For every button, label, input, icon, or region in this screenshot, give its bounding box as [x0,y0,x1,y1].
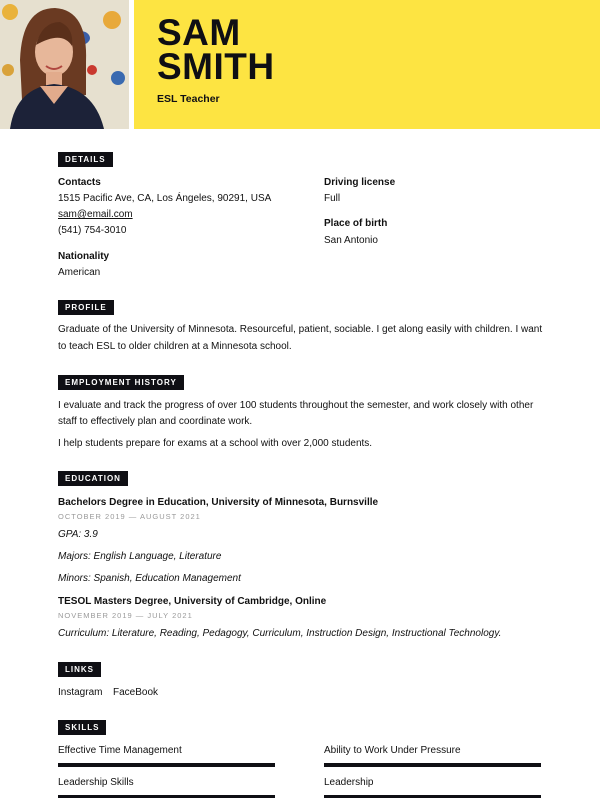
resume-header [0,0,600,129]
education-2-dates: NOVEMBER 2019 — JULY 2021 [58,611,193,620]
nationality-label: Nationality [58,251,110,262]
skill-name: Ability to Work Under Pressure [324,745,461,756]
section-skills-heading: SKILLS [58,720,106,735]
skill-level-bar [58,763,275,767]
profile-photo [0,0,129,129]
skill-level-bar [324,763,541,767]
name-banner [134,0,600,129]
education-1-minors: Minors: Spanish, Education Management [58,573,241,584]
education-2-curriculum: Curriculum: Literature, Reading, Pedagogy, Curriculum, Instruction Design, Instructional Technology. [58,628,502,639]
profile-text-line-1: Graduate of the University of Minnesota. Resourceful, patient, sociable. I get along easily with children. I want [58,324,543,335]
skill-name: Leadership Skills [58,777,134,788]
email-link[interactable]: sam@email.com [58,209,133,220]
driving-license-label: Driving license [324,177,396,188]
skill-name: Effective Time Management [58,745,182,756]
last-name: SMITH [157,46,275,87]
driving-license-value: Full [324,193,341,204]
job-title: ESL Teacher [157,93,220,105]
profile-text-line-2: to teach ESL to older children at a Minnesota school. [58,341,292,352]
contacts-label: Contacts [58,177,101,188]
section-profile-heading: PROFILE [58,300,114,315]
first-name: SAM [157,12,241,53]
section-details-heading: DETAILS [58,152,113,167]
education-2-title: TESOL Masters Degree, University of Cambridge, Online [58,596,327,607]
phone-text: (541) 754-3010 [58,225,127,236]
skill-name: Leadership [324,777,374,788]
section-employment-heading: EMPLOYMENT HISTORY [58,375,184,390]
link-facebook[interactable]: FaceBook [113,687,159,698]
section-links-heading: LINKS [58,662,101,677]
address-text: 1515 Pacific Ave, CA, Los Ángeles, 90291, USA [58,193,272,204]
nationality-value: American [58,267,101,278]
place-of-birth-label: Place of birth [324,218,388,229]
education-1-gpa: GPA: 3.9 [58,529,98,540]
education-1-title: Bachelors Degree in Education, University of Minnesota, Burnsville [58,497,379,508]
education-1-dates: OCTOBER 2019 — AUGUST 2021 [58,512,201,521]
employment-text-line-2: staff to effectively plan and coordinate work. [58,416,253,427]
candidate-name [157,12,275,87]
education-1-majors: Majors: English Language, Literature [58,551,222,562]
employment-text-line-1: I evaluate and track the progress of over 100 students throughout the semester, and work closely with other [58,400,534,411]
section-education-heading: EDUCATION [58,471,128,486]
link-instagram[interactable]: Instagram [58,687,103,698]
employment-text-line-3: I help students prepare for exams at a school with over 2,000 students. [58,438,373,449]
place-of-birth-value: San Antonio [324,235,378,246]
